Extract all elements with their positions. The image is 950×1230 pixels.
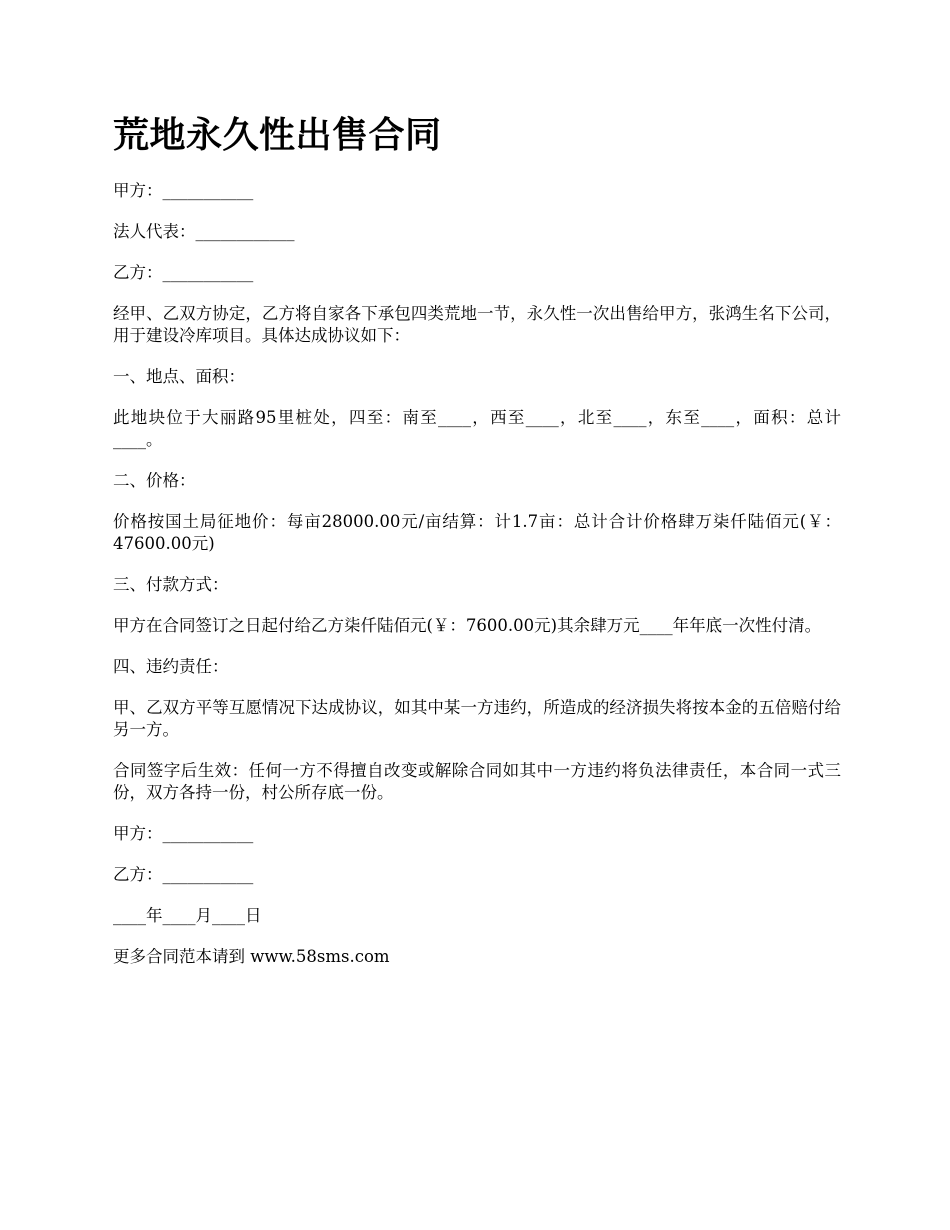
section-heading-price: 二、价格： bbox=[113, 471, 196, 490]
footer-note: 更多合同范本请到 www.58sms.com bbox=[113, 947, 390, 966]
section-heading-location: 一、地点、面积： bbox=[113, 367, 245, 386]
section-heading-breach: 四、违约责任： bbox=[113, 657, 229, 676]
effectiveness-paragraph: 合同签字后生效：任何一方不得擅自改变或解除合同如其中一方违约将负法律责任，本合同一式三份，双方各持一份，村公所存底一份。 bbox=[113, 761, 841, 802]
document-page bbox=[113, 110, 841, 987]
location-paragraph: 此地块位于大丽路95里桩处，四至：南至____，西至____，北至____，东至____，面积：总计____。 bbox=[113, 408, 841, 449]
party-b-line: 乙方：___________ bbox=[113, 263, 254, 282]
breach-paragraph: 甲、乙双方平等互愿情况下达成协议，如其中某一方违约，所造成的经济损失将按本金的五倍赔付给另一方。 bbox=[113, 698, 841, 739]
signature-party-b: 乙方：___________ bbox=[113, 865, 254, 884]
document-title: 荒地永久性出售合同 bbox=[113, 115, 442, 156]
date-line: ____年____月____日 bbox=[113, 906, 262, 925]
price-paragraph: 价格按国土局征地价：每亩28000.00元/亩结算：计1.7亩：总计合计价格肆万柒仟陆佰元(￥：47600.00元) bbox=[113, 512, 841, 553]
legal-representative-line: 法人代表：____________ bbox=[113, 222, 295, 241]
section-heading-payment: 三、付款方式： bbox=[113, 575, 229, 594]
payment-paragraph: 甲方在合同签订之日起付给乙方柒仟陆佰元(￥：7600.00元)其余肆万元____年年底一次性付清。 bbox=[113, 616, 822, 635]
signature-party-a: 甲方：___________ bbox=[113, 824, 254, 843]
party-a-line: 甲方：___________ bbox=[113, 181, 254, 200]
intro-paragraph: 经甲、乙双方协定，乙方将自家各下承包四类荒地一节，永久性一次出售给甲方，张鸿生名下公司，用于建设冷库项目。具体达成协议如下： bbox=[113, 304, 841, 345]
